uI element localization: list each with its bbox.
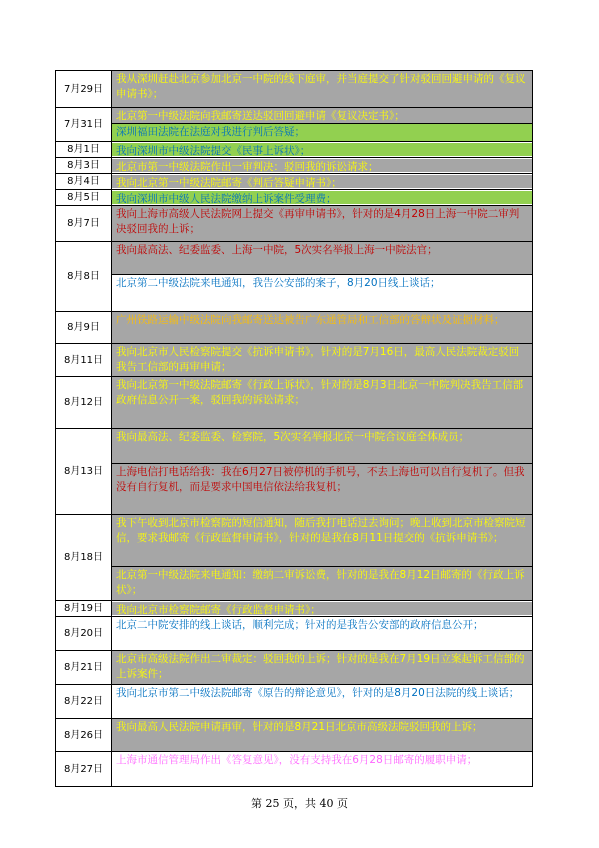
table-row [56, 515, 533, 601]
event-log-body [56, 71, 533, 787]
row-date: 8月26日 [56, 719, 112, 752]
row-date: 8月12日 [56, 377, 112, 429]
event-entry: 我下午收到北京市检察院的短信通知，随后我打电话过去询问；晚上收到北京市检察院短信，要求我邮寄《行政监督申请书》，针对的是我在8月11日提交的《抗诉申请书》； [112, 515, 532, 566]
row-date: 8月13日 [56, 429, 112, 515]
table-row [56, 190, 533, 206]
row-content [112, 515, 533, 601]
event-entry: 上海电信打电话给我：我在6月27日被停机的手机号，不去上海也可以自行复机了。但我没有自行复机，而是要求中国电信依法给我复机； [112, 463, 532, 514]
table-row [56, 242, 533, 312]
row-content [112, 719, 533, 752]
table-row [56, 312, 533, 344]
row-content [112, 108, 533, 142]
row-date: 8月4日 [56, 174, 112, 190]
table-row [56, 719, 533, 752]
table-row [56, 71, 533, 108]
row-date: 8月20日 [56, 617, 112, 651]
event-entry: 北京市高级法院作出二审裁定：驳回我的上诉；针对的是我在7月19日立案起诉工信部的上诉案件； [112, 651, 532, 684]
table-row [56, 174, 533, 190]
row-content [112, 71, 533, 108]
row-date: 8月3日 [56, 158, 112, 174]
event-entry: 北京市第一中级法院作出一审判决：驳回我的诉讼请求； [112, 159, 532, 172]
event-log-table [55, 70, 533, 787]
row-content [112, 377, 533, 429]
event-entry: 上海市通信管理局作出《答复意见》，没有支持我在6月28日邮寄的履职申请； [112, 752, 532, 786]
event-entry: 我向最高法、纪委监委、上海一中院，5次实名举报上海一中院法官； [112, 242, 532, 274]
table-row [56, 344, 533, 377]
row-date: 8月9日 [56, 312, 112, 344]
table-row [56, 108, 533, 142]
row-content [112, 429, 533, 515]
event-entry: 我向最高法、纪委监委、检察院，5次实名举报北京一中院合议庭全体成员； [112, 429, 532, 463]
table-row [56, 142, 533, 158]
event-entry: 深圳福田法院在法庭对我进行判后答疑； [112, 123, 532, 141]
event-entry: 我向上海市高级人民法院网上提交《再审申请书》，针对的是4月28日上海一中院二审判决驳回我的上诉； [112, 206, 532, 241]
row-date: 7月29日 [56, 71, 112, 108]
event-entry: 我向深圳市中级法院提交《民事上诉状》； [112, 143, 532, 156]
row-date: 7月31日 [56, 108, 112, 142]
table-row [56, 685, 533, 719]
table-row [56, 429, 533, 515]
row-content [112, 158, 533, 174]
row-content [112, 312, 533, 344]
row-content [112, 651, 533, 685]
table-row [56, 377, 533, 429]
row-date: 8月27日 [56, 752, 112, 787]
event-entry: 北京二中院安排的线上谈话，顺利完成；针对的是我告公安部的政府信息公开； [112, 617, 532, 650]
table-row [56, 601, 533, 617]
event-entry: 我向深圳市中级人民法院缴纳上诉案件受理费； [112, 191, 532, 204]
table-row [56, 206, 533, 242]
row-date: 8月5日 [56, 190, 112, 206]
row-date: 8月7日 [56, 206, 112, 242]
event-entry: 我向北京第一中级法院邮寄《判后答疑申请书》； [112, 175, 532, 188]
row-content [112, 242, 533, 312]
table-row [56, 158, 533, 174]
table-row [56, 617, 533, 651]
row-content [112, 685, 533, 719]
row-content [112, 601, 533, 617]
row-date: 8月1日 [56, 142, 112, 158]
event-entry: 我向北京第一中级法院邮寄《行政上诉状》，针对的是8月3日北京一中院判决我告工信部政府信息公开一案，驳回我的诉讼请求； [112, 377, 532, 428]
event-entry: 北京第一中级法院来电通知：缴纳二审诉讼费，针对的是我在8月12日邮寄的《行政上诉状》； [112, 566, 532, 600]
event-entry: 我从深圳赶赴北京参加北京一中院的线下庭审，并当庭提交了针对驳回回避申请的《复议申请书》； [112, 71, 532, 107]
event-entry: 广州铁路运输中级法院向我邮寄送达被告广东通管局和工信部的答辩状及证据材料； [112, 312, 532, 343]
row-content [112, 142, 533, 158]
row-date: 8月22日 [56, 685, 112, 719]
event-entry: 我向北京市人民检察院提交《抗诉申请书》，针对的是7月16日，最高人民法院裁定驳回我告工信部的再审申请； [112, 344, 532, 376]
event-entry: 我向最高人民法院申请再审，针对的是8月21日北京市高级法院驳回我的上诉； [112, 719, 532, 751]
event-entry: 北京第二中级法院来电通知，我告公安部的案子，8月20日线上谈话； [112, 274, 532, 311]
table-row [56, 651, 533, 685]
event-entry: 我向北京市第二中级法院邮寄《原告的辩论意见》，针对的是8月20日法院的线上谈话； [112, 685, 532, 718]
row-date: 8月8日 [56, 242, 112, 312]
event-entry: 北京第一中级法院向我邮寄送达驳回回避申请《复议决定书》； [112, 108, 532, 123]
row-content [112, 190, 533, 206]
row-content [112, 206, 533, 242]
row-date: 8月21日 [56, 651, 112, 685]
row-date: 8月19日 [56, 601, 112, 617]
row-content [112, 174, 533, 190]
row-date: 8月18日 [56, 515, 112, 601]
event-entry: 我向北京市检察院邮寄《行政监督申请书》； [112, 602, 532, 615]
row-content [112, 752, 533, 787]
page-footer [0, 795, 599, 811]
row-content [112, 344, 533, 377]
row-content [112, 617, 533, 651]
row-date: 8月11日 [56, 344, 112, 377]
page-number: 第 25 页，共 40 页 [251, 797, 348, 810]
table-row [56, 752, 533, 787]
